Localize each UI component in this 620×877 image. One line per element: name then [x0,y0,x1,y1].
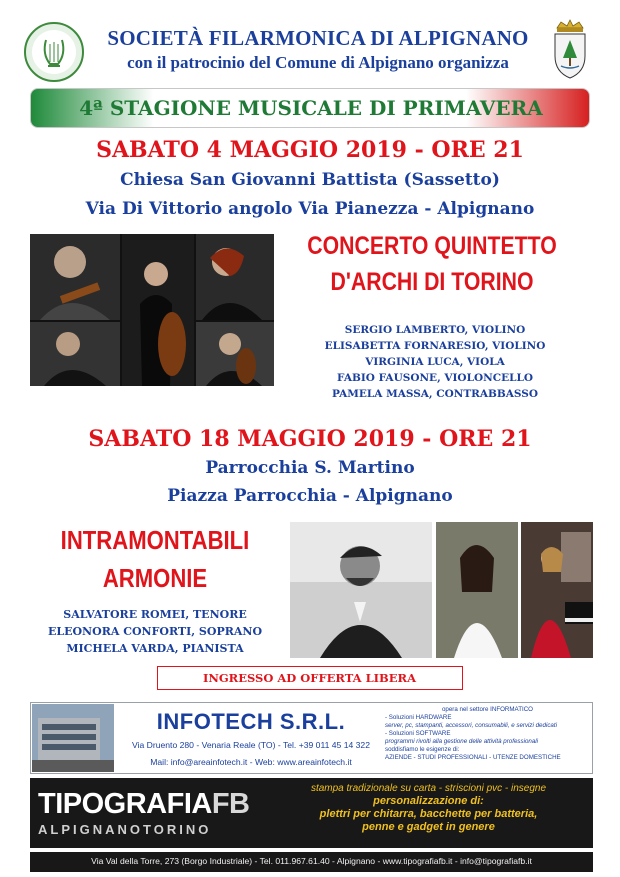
lyre-icon [26,24,82,80]
season-title: 4ª STAGIONE MUSICALE DI PRIMAVERA [79,96,543,120]
event1-title-line1: CONCERTO QUINTETTO [307,232,557,260]
event2-venue-line2: Piazza Parrocchia - Alpignano [167,486,453,506]
event1-title-line2: D'ARCHI DI TORINO [330,268,534,296]
event1-date: SABATO 4 MAGGIO 2019 - ORE 21 [96,137,524,163]
infotech-contacts: Mail: info@areainfotech.it - Web: www.areainfotech.it [150,757,352,767]
needs-label: soddisfiamo le esigenze di: [385,746,460,753]
performer-item: SERGIO LAMBERTO, VIOLINO [344,324,526,336]
tipografia-address: Via Val della Torre, 273 (Borgo Industriale) - Tel. 011.967.61.40 - Alpignano - www.tipografiafb.it - info@tipografiafb.it [91,856,532,866]
pianist-photo [521,522,593,658]
performer-item: SALVATORE ROMEI, TENORE [63,608,247,621]
filarmonica-logo [24,22,84,82]
tenor-photo [290,522,432,658]
infotech-services [385,706,590,762]
service-line: personalizzazione di: [373,795,484,807]
brand-main: TIPOGRAFIA [38,788,212,820]
tipografia-sponsor-ad [30,778,593,848]
season-banner [30,88,590,128]
patronage-subtitle: con il patrocinio del Comune di Alpignano organizza [127,53,509,72]
quintet-photo-collage [30,234,274,386]
event1-performers [300,322,570,402]
infotech-sponsor-ad [30,702,593,774]
event2-date: SABATO 18 MAGGIO 2019 - ORE 21 [88,426,532,452]
performer-item: ELISABETTA FORNARESIO, VIOLINO [324,340,546,352]
tipografia-address-bar [30,852,593,872]
organization-title: SOCIETÀ FILARMONICA DI ALPIGNANO [107,26,529,50]
event2-venue-line1: Parrocchia S. Martino [205,458,415,478]
services-heading: opera nel settore INFORMATICO [441,706,533,713]
software-title: - Soluzioni SOFTWARE [385,730,451,737]
tipografia-tagline: ALPIGNANOTORINO [38,822,212,837]
tipografia-brand [38,788,278,821]
performer-item: VIRGINIA LUCA, VIOLA [365,356,505,368]
event1-venue-line1: Chiesa San Giovanni Battista (Sassetto) [120,170,500,190]
tipografia-services [266,782,591,834]
software-desc: programmi rivolti alla gestione delle attività professionali [385,738,539,745]
comune-coat-of-arms-icon [549,18,591,82]
entry-text: INGRESSO AD OFFERTA LIBERA [202,671,417,685]
hardware-desc: server, pc, stampanti, accessori, consumabili, e servizi dedicati [385,722,557,729]
performer-item: ELEONORA CONFORTI, SOPRANO [47,625,263,638]
performer-item: FABIO FAUSONE, VIOLONCELLO [337,372,533,384]
targets-label: AZIENDE - STUDI PROFESSIONALI - UTENZE DOMESTICHE [385,754,561,761]
event1-venue-line2: Via Di Vittorio angolo Via Pianezza - Alpignano [85,199,535,219]
infotech-address: Via Druento 280 - Venaria Reale (TO) - Tel. +39 011 45 14 322 [132,740,370,750]
brand-fb: FB [211,788,250,820]
event2-title-line1: INTRAMONTABILI [60,525,250,555]
performer-item: MICHELA VARDA, PIANISTA [66,642,244,655]
entry-notice [157,666,463,690]
service-line: stampa tradizionale su carta - striscioni pvc - insegne [310,783,547,794]
event2-title-line2: ARMONIE [102,563,208,593]
infotech-name: INFOTECH S.R.L. [156,709,346,734]
hardware-title: - Soluzioni HARDWARE [385,714,452,721]
event2-performers [30,606,280,657]
infotech-building-photo [32,704,114,772]
service-line: plettri per chitarra, bacchette per batteria, [319,808,538,820]
performer-item: PAMELA MASSA, CONTRABBASSO [331,388,539,400]
service-line: penne e gadget in genere [362,821,495,833]
soprano-photo [436,522,518,658]
